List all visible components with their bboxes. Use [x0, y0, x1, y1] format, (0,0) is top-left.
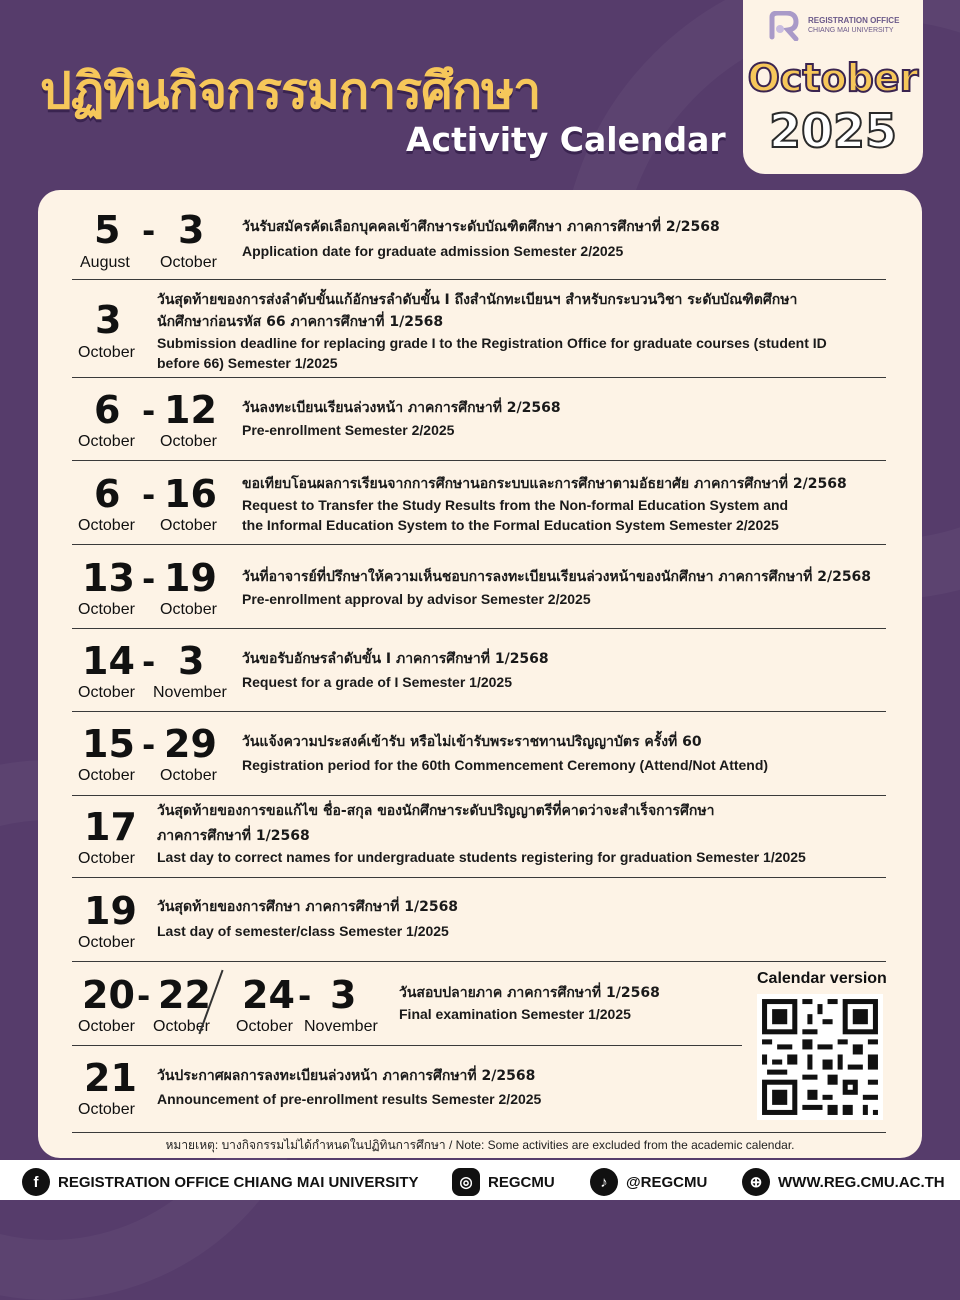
end-day: 12: [164, 388, 217, 432]
website-label: WWW.REG.CMU.AC.TH: [778, 1173, 945, 1191]
start-month: October: [78, 850, 135, 867]
start-month: October: [78, 684, 135, 701]
date-range-dash: -: [142, 643, 156, 681]
event-title-english: Application date for graduate admission Semester 2/2025: [242, 243, 624, 259]
end-day: 3: [178, 639, 205, 683]
event-title-english: Last day of semester/class Semester 1/2025: [157, 923, 449, 939]
date-range-dash: -: [137, 977, 151, 1015]
start-day: 14: [82, 639, 135, 683]
globe-icon: ⊕: [742, 1168, 770, 1196]
event-title-thai: วันสุดท้ายของการส่งลำดับขั้นแก้อักษรลำดับขั้น I ถึงสำนักทะเบียนฯ สำหรับกระบวนวิชา ระดับบัณฑิตศึกษา: [157, 292, 798, 308]
event-title-thai-line2: นักศึกษาก่อนรหัส 66 ภาคการศึกษาที่ 1/2568: [157, 314, 444, 330]
start-day: 15: [82, 722, 135, 766]
event-title-english: Request for a grade of I Semester 1/2025: [242, 674, 512, 690]
qr-label: Calendar version: [757, 970, 887, 987]
start-day: 17: [84, 805, 137, 849]
event-title-thai: วันสอบปลายภาค ภาคการศึกษาที่ 1/2568: [399, 985, 660, 1001]
event-title-thai: ขอเทียบโอนผลการเรียนจากการศึกษานอกระบบและการศึกษาตามอัธยาศัย ภาคการศึกษาที่ 2/2568: [242, 476, 847, 492]
event-title-english: Announcement of pre-enrollment results Semester 2/2025: [157, 1091, 542, 1107]
second-start-day: 24: [242, 973, 295, 1017]
event-title-english-line2: before 66) Semester 1/2025: [157, 355, 338, 371]
end-month: October: [153, 1018, 210, 1035]
event-title-thai: วันแจ้งความประสงค์เข้ารับ หรือไม่เข้ารับพระราชทานปริญญาบัตร ครั้งที่ 60: [242, 734, 702, 750]
end-day: 19: [164, 556, 217, 600]
event-title-thai: วันสุดท้ายของการศึกษา ภาคการศึกษาที่ 1/2568: [157, 899, 459, 915]
start-day: 13: [82, 556, 135, 600]
row-divider: [72, 460, 886, 461]
start-month: October: [78, 767, 135, 784]
event-title-english: Final examination Semester 1/2025: [399, 1006, 631, 1022]
start-day: 21: [84, 1056, 137, 1100]
end-day: 3: [178, 208, 205, 252]
row-divider: [72, 279, 886, 280]
end-day: 22: [158, 973, 211, 1017]
qr-code-icon[interactable]: [757, 994, 883, 1120]
end-day: 16: [164, 472, 217, 516]
row-divider: [72, 877, 886, 878]
logo-line1: REGISTRATION OFFICE: [808, 16, 900, 25]
start-month: August: [80, 254, 130, 271]
date-range-dash: -: [142, 392, 156, 430]
registration-logo-icon: [766, 11, 802, 41]
footer-bar: [0, 1160, 960, 1200]
start-day: 20: [82, 973, 135, 1017]
event-title-thai: วันขอรับอักษรลำดับขั้น I ภาคการศึกษาที่ 1/2568: [242, 651, 549, 667]
second-end-day: 3: [330, 973, 357, 1017]
start-month: October: [78, 601, 135, 618]
start-day: 6: [94, 388, 121, 432]
registration-office-logo: [766, 11, 899, 41]
row-divider: [72, 628, 886, 629]
end-month: November: [153, 684, 227, 701]
logo-line2: CHIANG MAI UNIVERSITY: [808, 27, 894, 34]
tiktok-link[interactable]: [590, 1168, 707, 1196]
row-divider: [72, 711, 886, 712]
end-month: October: [160, 601, 217, 618]
tiktok-label: @REGCMU: [626, 1173, 708, 1191]
event-title-english-line2: the Informal Education System to the Formal Education System Semester 2/2025: [242, 517, 779, 533]
start-day: 5: [94, 208, 121, 252]
end-day: 29: [164, 722, 217, 766]
end-month: October: [160, 767, 217, 784]
event-title-english: Request to Transfer the Study Results from the Non-formal Education System and: [242, 497, 789, 513]
instagram-link[interactable]: [452, 1168, 555, 1196]
page-title-english: Activity Calendar: [406, 120, 726, 159]
facebook-label: REGISTRATION OFFICE CHIANG MAI UNIVERSITY: [58, 1173, 419, 1191]
start-month: October: [78, 344, 135, 361]
start-month: October: [78, 1018, 135, 1035]
event-title-english: Registration period for the 60th Commencement Ceremony (Attend/Not Attend): [242, 757, 769, 773]
second-end-month: November: [304, 1018, 378, 1035]
event-title-thai: วันรับสมัครคัดเลือกบุคคลเข้าศึกษาระดับบัณฑิตศึกษา ภาคการศึกษาที่ 2/2568: [242, 219, 720, 235]
date-range-dash: -: [142, 726, 156, 764]
date-range-dash: -: [298, 977, 312, 1015]
year-label: 2025: [768, 104, 898, 158]
month-label: October: [747, 56, 919, 100]
start-month: October: [78, 934, 135, 951]
event-title-english: Submission deadline for replacing grade I to the Registration Office for graduate courses (student ID: [157, 335, 827, 351]
row-divider: [72, 1045, 742, 1046]
row-divider: [72, 961, 886, 962]
event-title-thai: วันประกาศผลการลงทะเบียนล่วงหน้า ภาคการศึกษาที่ 2/2568: [157, 1068, 536, 1084]
second-start-month: October: [236, 1018, 293, 1035]
start-day: 6: [94, 472, 121, 516]
event-title-english: Pre-enrollment Semester 2/2025: [242, 422, 455, 438]
start-day: 3: [95, 298, 122, 342]
event-title-thai: วันสุดท้ายของการขอแก้ไข ชื่อ-สกุล ของนักศึกษาระดับปริญญาตรีที่คาดว่าจะสำเร็จการศึกษา: [157, 803, 715, 819]
date-range-dash: -: [142, 560, 156, 598]
event-title-english: Last day to correct names for undergraduate students registering for graduation Semester 1/2025: [157, 849, 806, 865]
start-day: 19: [84, 889, 137, 933]
row-divider: [72, 544, 886, 545]
end-month: October: [160, 254, 217, 271]
row-divider: [72, 1132, 886, 1133]
website-link[interactable]: [742, 1168, 945, 1196]
row-divider: [72, 795, 886, 796]
event-title-english: Pre-enrollment approval by advisor Semester 2/2025: [242, 591, 591, 607]
start-month: October: [78, 1101, 135, 1118]
end-month: October: [160, 517, 217, 534]
row-divider: [72, 377, 886, 378]
date-range-dash: -: [142, 212, 156, 250]
end-month: October: [160, 433, 217, 450]
instagram-label: REGCMU: [488, 1173, 555, 1191]
footnote: หมายเหตุ: บางกิจกรรมไม่ได้กำหนดในปฏิทินการศึกษา / Note: Some activities are excluded from the academic calendar.: [165, 1138, 795, 1152]
date-range-dash: -: [142, 476, 156, 514]
start-month: October: [78, 433, 135, 450]
facebook-link[interactable]: [22, 1168, 419, 1196]
tiktok-icon: ♪: [590, 1168, 618, 1196]
event-title-thai: วันที่อาจารย์ที่ปรึกษาให้ความเห็นชอบการลงทะเบียนเรียนล่วงหน้าของนักศึกษา ภาคการศึกษาที่ 2/2568: [242, 569, 872, 585]
event-title-thai-line2: ภาคการศึกษาที่ 1/2568: [157, 828, 310, 844]
event-title-thai: วันลงทะเบียนเรียนล่วงหน้า ภาคการศึกษาที่ 2/2568: [242, 400, 561, 416]
page-title-thai: ปฏิทินกิจกรรมการศึกษา: [40, 62, 541, 120]
start-month: October: [78, 517, 135, 534]
instagram-icon: ◎: [452, 1168, 480, 1196]
facebook-icon: f: [22, 1168, 50, 1196]
